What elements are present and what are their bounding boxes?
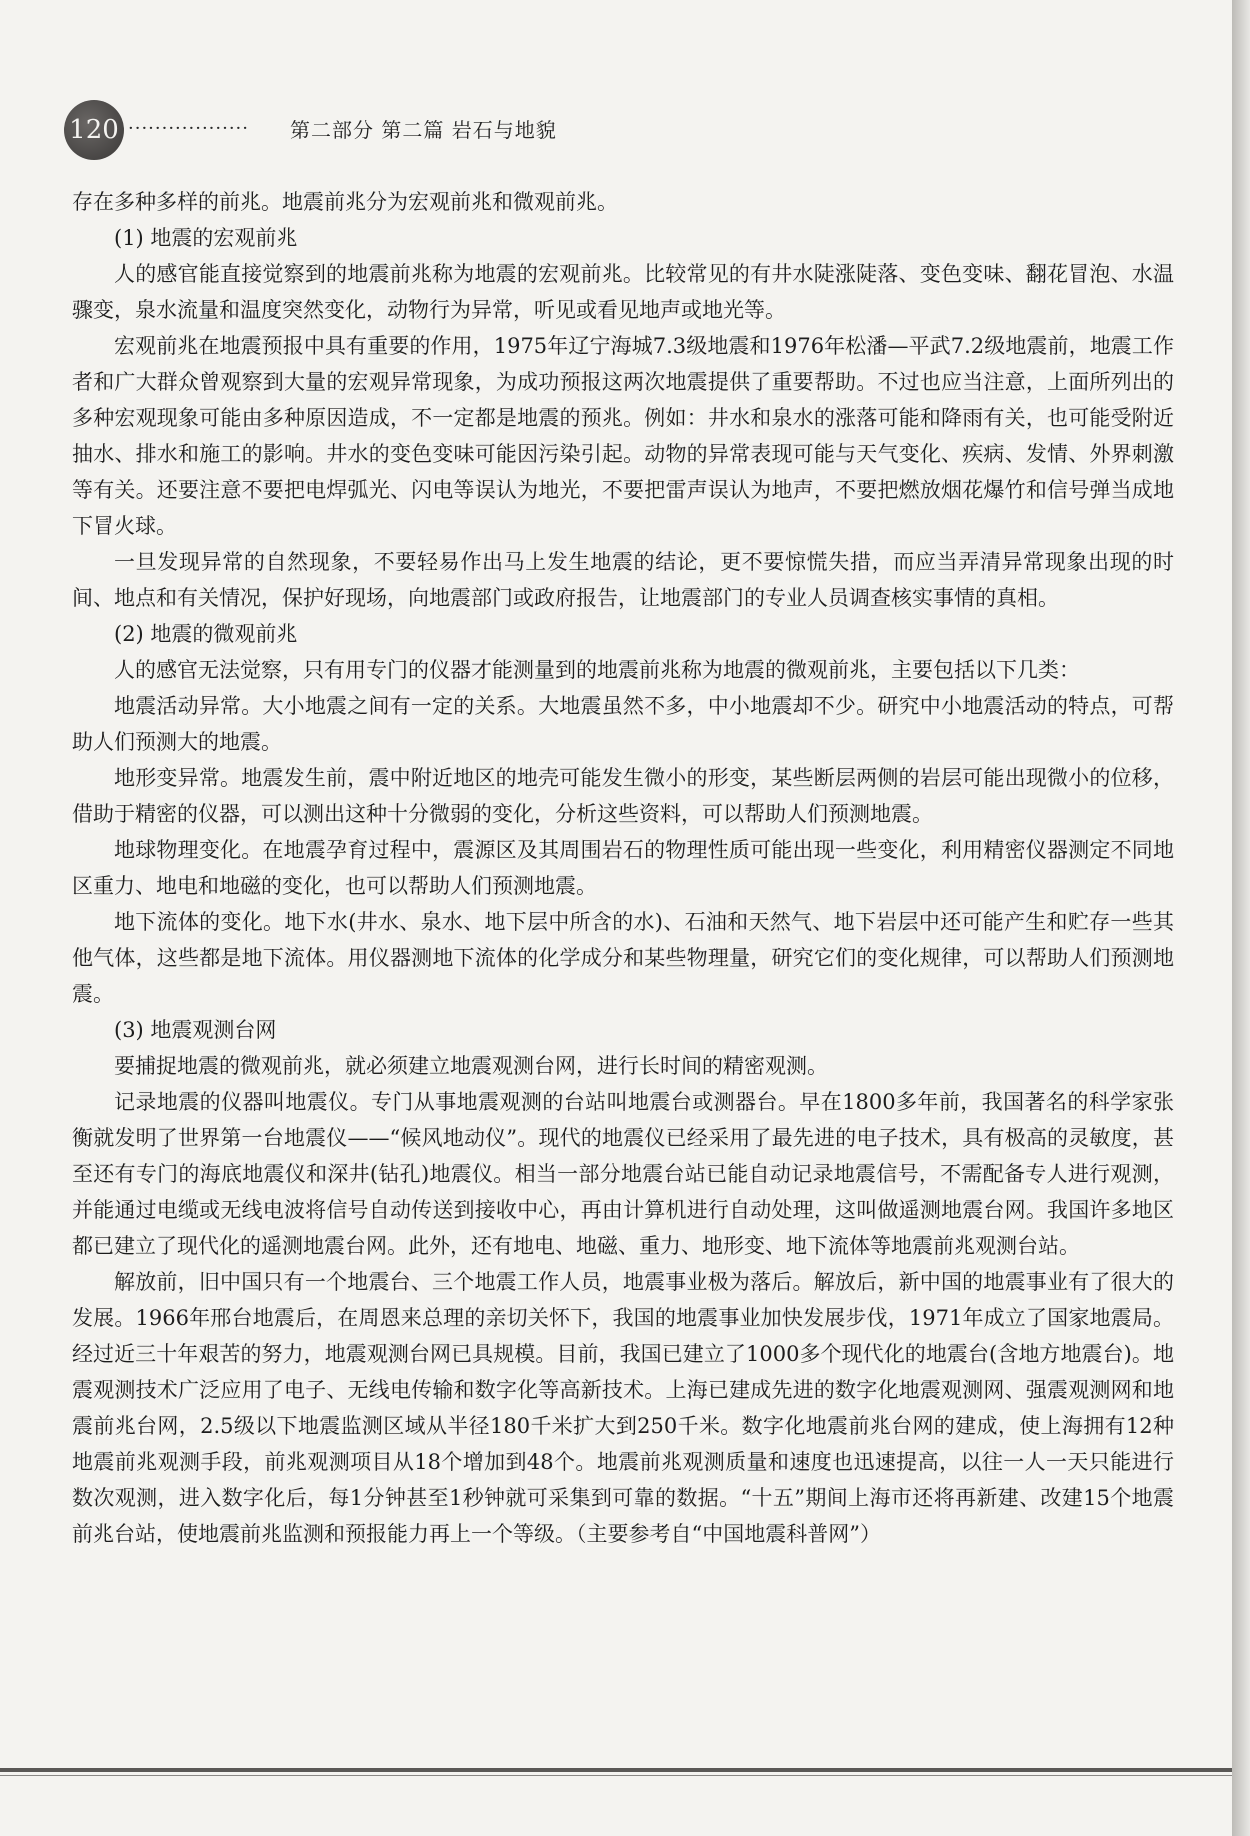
body-text bbox=[72, 184, 1174, 1552]
page-number-badge: 120 bbox=[64, 100, 124, 160]
paragraph: 地下流体的变化。地下水(井水、泉水、地下层中所含的水)、石油和天然气、地下岩层中还可能产生和贮存一些其他气体，这些都是地下流体。用仪器测地下流体的化学成分和某些物理量，研究它们的变化规律，可以帮助人们预测地震。 bbox=[72, 910, 1174, 1006]
paragraph: 地震活动异常。大小地震之间有一定的关系。大地震虽然不多，中小地震却不少。研究中小地震活动的特点，可帮助人们预测大的地震。 bbox=[72, 694, 1174, 754]
paragraph: 要捕捉地震的微观前兆，就必须建立地震观测台网，进行长时间的精密观测。 bbox=[114, 1054, 828, 1078]
paragraph: 地球物理变化。在地震孕育过程中，震源区及其周围岩石的物理性质可能出现一些变化，利用精密仪器测定不同地区重力、地电和地磁的变化，也可以帮助人们预测地震。 bbox=[72, 838, 1174, 898]
paragraph: 人的感官能直接觉察到的地震前兆称为地震的宏观前兆。比较常见的有井水陡涨陡落、变色变味、翻花冒泡、水温骤变，泉水流量和温度突然变化，动物行为异常，听见或看见地声或地光等。 bbox=[72, 262, 1174, 322]
section-heading-micro: (2) 地震的微观前兆 bbox=[114, 622, 298, 646]
section-heading-macro: (1) 地震的宏观前兆 bbox=[114, 226, 298, 250]
page-header bbox=[64, 100, 1164, 160]
page-edge-shadow bbox=[1232, 0, 1250, 1836]
paragraph: 记录地震的仪器叫地震仪。专门从事地震观测的台站叫地震台或测器台。早在1800多年前，我国著名的科学家张衡就发明了世界第一台地震仪——“候风地动仪”。现代的地震仪已经采用了最先进的电子技术，具有极高的灵敏度，甚至还有专门的海底地震仪和深井(钻孔)地震仪。相当一部分地震台站已能自动记录地震信号，不需配备专人进行观测，并能通过电缆或无线电波将信号自动传送到接收中心，再由计算机进行自动处理，这叫做遥测地震台网。我国许多地区都已建立了现代化的遥测地震台网。此外，还有地电、地磁、重力、地形变、地下流体等地震前兆观测台站。 bbox=[72, 1090, 1174, 1258]
bottom-rule-thin bbox=[0, 1775, 1232, 1776]
section-heading-network: (3) 地震观测台网 bbox=[114, 1018, 277, 1042]
paragraph: 宏观前兆在地震预报中具有重要的作用，1975年辽宁海城7.3级地震和1976年松潘—平武7.2级地震前，地震工作者和广大群众曾观察到大量的宏观异常现象，为成功预报这两次地震提供了重要帮助。不过也应当注意，上面所列出的多种宏观现象可能由多种原因造成，不一定都是地震的预兆。例如：井水和泉水的涨落可能和降雨有关，也可能受附近抽水、排水和施工的影响。井水的变色变味可能因污染引起。动物的异常表现可能与天气变化、疾病、发情、外界刺激等有关。还要注意不要把电焊弧光、闪电等误认为地光，不要把雷声误认为地声，不要把燃放烟花爆竹和信号弹当成地下冒火球。 bbox=[72, 334, 1174, 538]
paragraph: 解放前，旧中国只有一个地震台、三个地震工作人员，地震事业极为落后。解放后，新中国的地震事业有了很大的发展。1966年邢台地震后，在周恩来总理的亲切关怀下，我国的地震事业加快发展步伐，1971年成立了国家地震局。经过近三十年艰苦的努力，地震观测台网已具规模。目前，我国已建立了1000多个现代化的地震台(含地方地震台)。地震观测技术广泛应用了电子、无线电传输和数字化等高新技术。上海已建成先进的数字化地震观测网、强震观测网和地震前兆台网，2.5级以下地震监测区域从半径180千米扩大到250千米。数字化地震前兆台网的建成，使上海拥有12种地震前兆观测手段，前兆观测项目从18个增加到48个。地震前兆观测质量和速度也迅速提高，以往一人一天只能进行数次观测，进入数字化后，每1分钟甚至1秒钟就可采集到可靠的数据。“十五”期间上海市还将再新建、改建15个地震前兆台站，使地震前兆监测和预报能力再上一个等级。（主要参考自“中国地震科普网”） bbox=[72, 1270, 1174, 1546]
paragraph: 人的感官无法觉察，只有用专门的仪器才能测量到的地震前兆称为地震的微观前兆，主要包括以下几类： bbox=[114, 658, 1080, 682]
header-dot-leader: ·················· bbox=[128, 118, 249, 139]
paragraph: 地形变异常。地震发生前，震中附近地区的地壳可能发生微小的形变，某些断层两侧的岩层可能出现微小的位移，借助于精密的仪器，可以测出这种十分微弱的变化，分析这些资料，可以帮助人们预测地震。 bbox=[72, 766, 1174, 826]
paragraph: 一旦发现异常的自然现象，不要轻易作出马上发生地震的结论，更不要惊慌失措，而应当弄清异常现象出现的时间、地点和有关情况，保护好现场，向地震部门或政府报告，让地震部门的专业人员调查核实事情的真相。 bbox=[72, 550, 1174, 610]
bottom-rule bbox=[0, 1768, 1232, 1772]
running-header-title: 第二部分 第二篇 岩石与地貌 bbox=[290, 118, 557, 142]
paragraph-continued: 存在多种多样的前兆。地震前兆分为宏观前兆和微观前兆。 bbox=[72, 190, 618, 214]
